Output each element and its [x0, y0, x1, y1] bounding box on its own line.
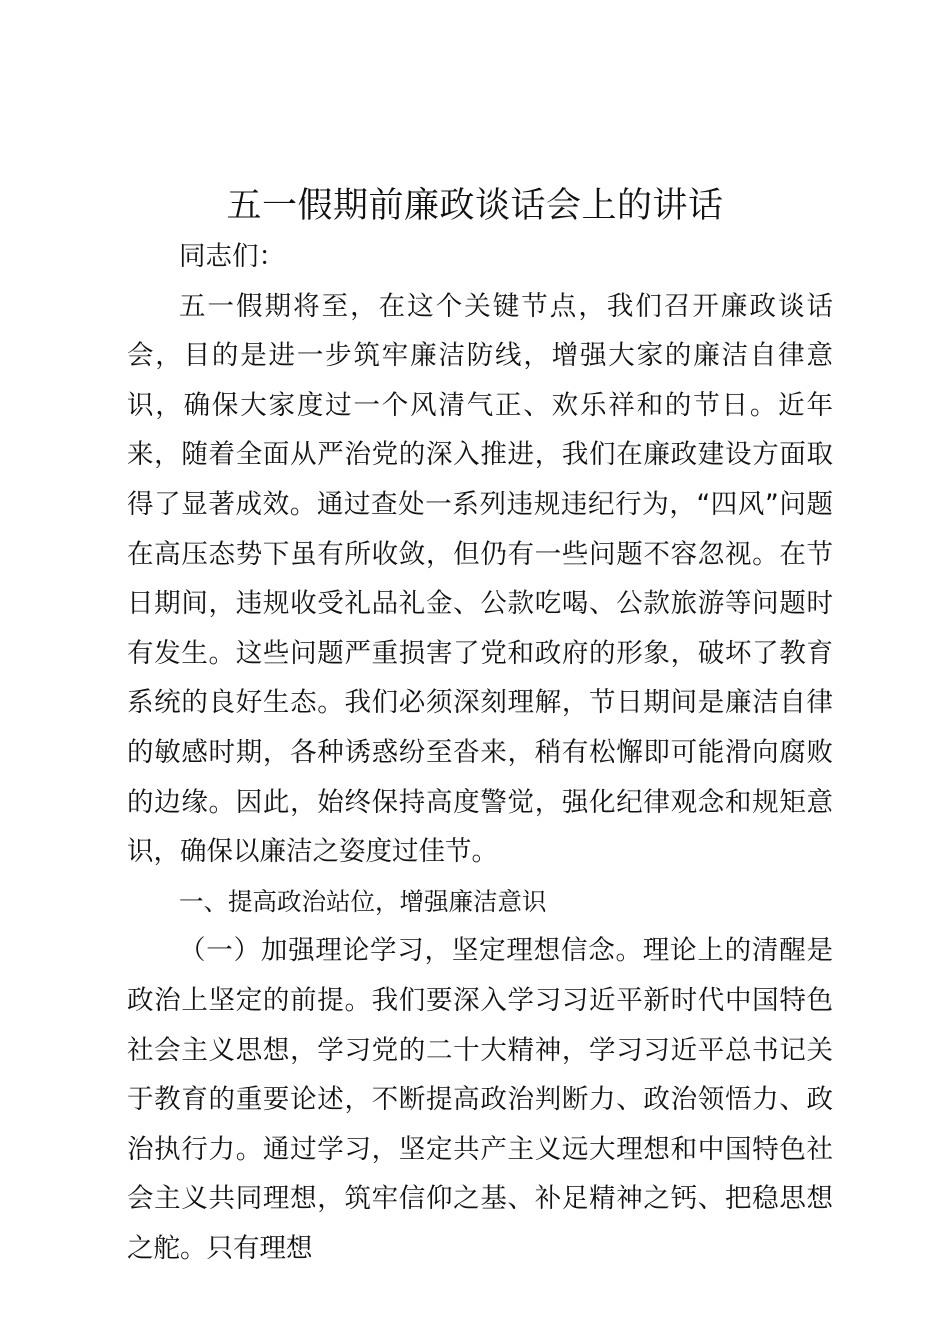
subsection-paragraph: （一）加强理论学习，坚定理想信念。理论上的清醒是政治上坚定的前提。我们要深入学习习近平新时代中国特色社会主义思想，学习党的二十大精神，学习习近平总书记关于教育的重要论述，不断提高政治判断力、政治领悟力、政治执行力。通过学习，坚定共产主义远大理想和中国特色社会主义共同理想，筑牢信仰之基、补足精神之钙、把稳思想之舵。只有理想 [127, 935, 833, 1264]
section-heading: 一、提高政治站位，增强廉洁意识 [179, 886, 547, 916]
intro-paragraph: 五一假期将至，在这个关键节点，我们召开廉政谈话会，目的是进一步筑牢廉洁防线，增强大家的廉洁自律意识，确保大家度过一个风清气正、欢乐祥和的节日。近年来，随着全面从严治党的深入推进，我们在廉政建设方面取得了显著成效。通过查处一系列违规违纪行为，“四风”问题在高压态势下虽有所收敛，但仍有一些问题不容忽视。在节日期间，违规收受礼品礼金、公款吃喝、公款旅游等问题时有发生。这些问题严重损害了党和政府的形象，破坏了教育系统的良好生态。我们必须深刻理解，节日期间是廉洁自律的敏感时期，各种诱惑纷至沓来，稍有松懈即可能滑向腐败的边缘。因此，始终保持高度警觉，强化纪律观念和规矩意识，确保以廉洁之姿度过佳节。 [127, 290, 833, 868]
document-title: 五一假期前廉政谈话会上的讲话 [226, 186, 724, 226]
salutation: 同志们： [179, 241, 285, 272]
document-body [127, 232, 833, 1273]
